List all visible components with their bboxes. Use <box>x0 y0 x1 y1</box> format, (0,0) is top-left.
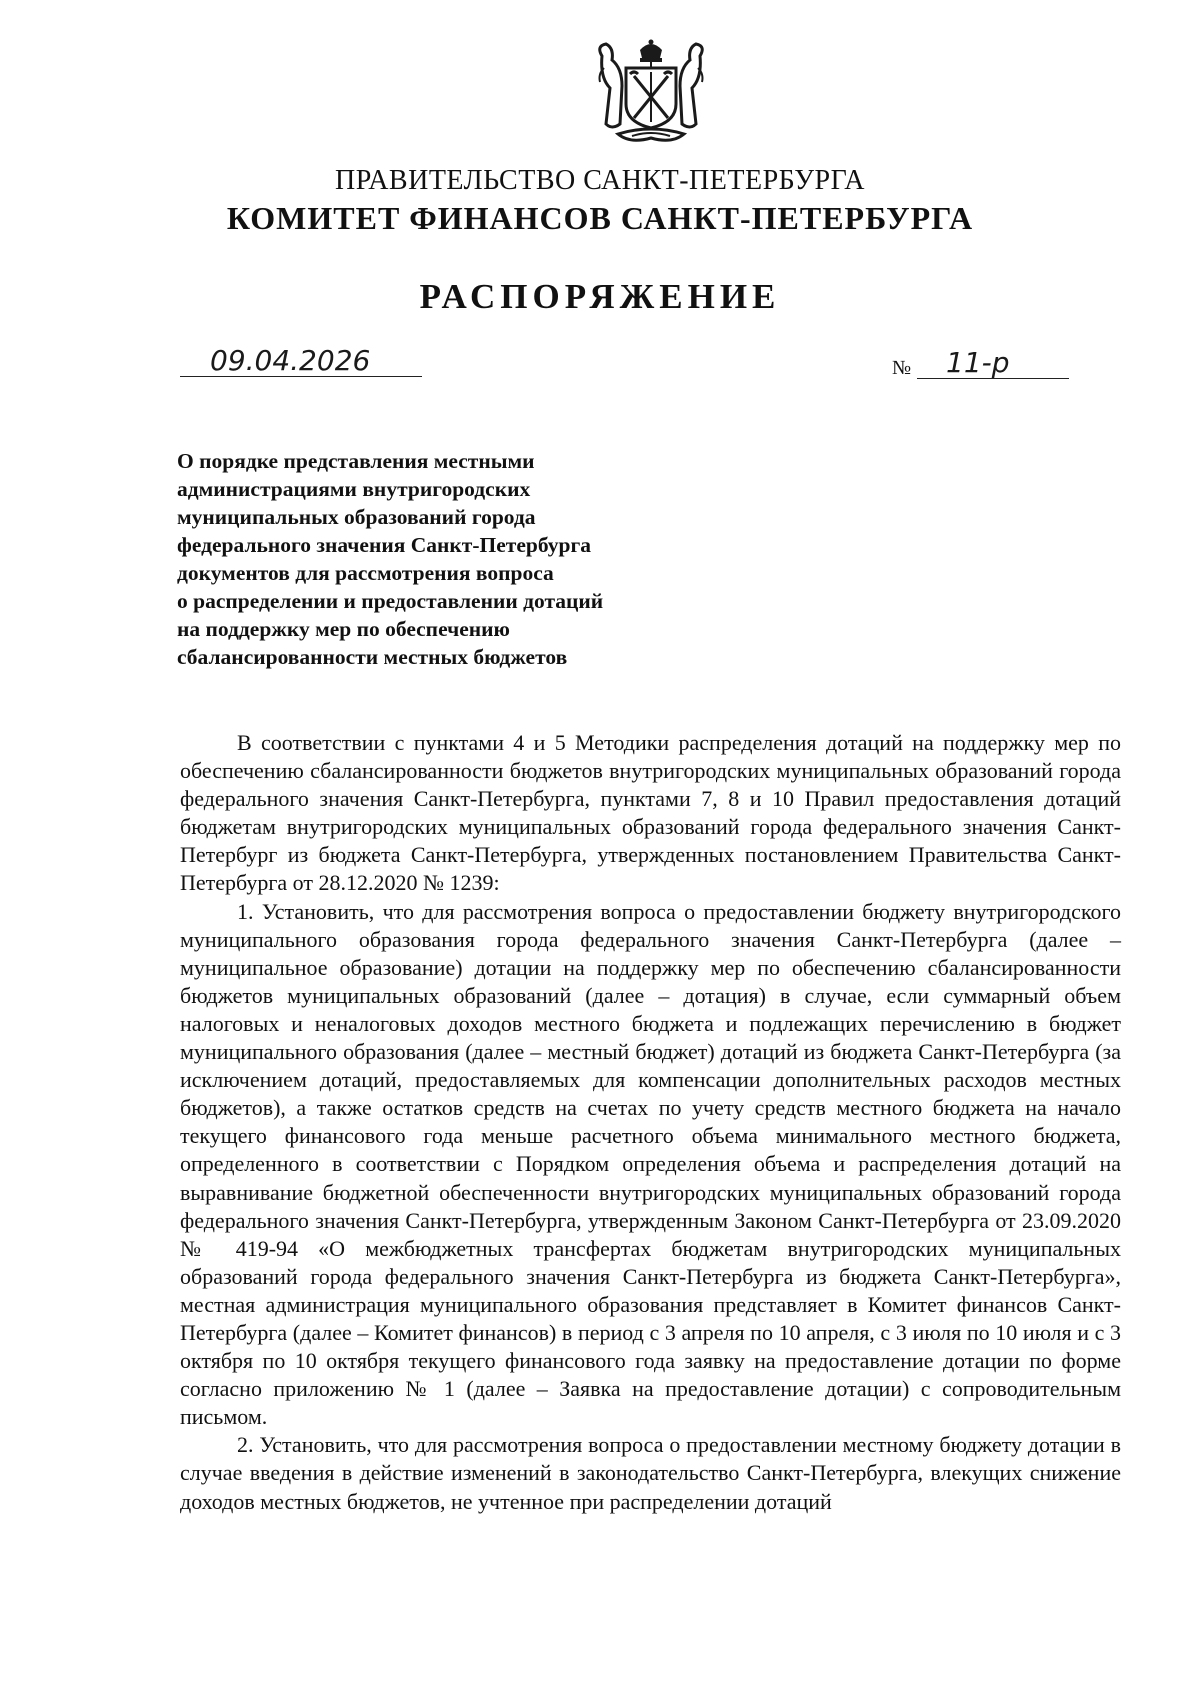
document-type-title: РАСПОРЯЖЕНИЕ <box>419 277 781 316</box>
saint-petersburg-coat-of-arms-icon <box>592 38 710 148</box>
committee-name: КОМИТЕТ ФИНАНСОВ САНКТ-ПЕТЕРБУРГА <box>226 200 974 236</box>
subject-line: сбалансированности местных бюджетов <box>177 645 568 669</box>
subject-line: администрациями внутригородских <box>177 477 531 501</box>
subject-line: документов для рассмотрения вопроса <box>177 561 554 585</box>
item-1-paragraph: 1. Установить, что для рассмотрения вопроса о предоставлении бюджету внутригородского муниципального образования города федерального значения Санкт-Петербурга (далее – муниципальное образование) дотации на поддержку мер по обеспечению сбалансированности бюджетов муниципальных образований (далее – дотация) в случае, если суммарный объем налоговых и неналоговых доходов местного бюджета и подлежащих перечислению в бюджет муниципального образования (далее – местный бюджет) дотаций из бюджета Санкт-Петербурга (за исключением дотаций, предоставляемых для компенсации дополнительных расходов местных бюджетов), а также остатков средств на счетах по учету средств местного бюджета на начало текущего финансового года меньше расчетного объема минимального местного бюджета, определенного в соответствии с Порядком определения объема и распределения дотаций на выравнивание бюджетной обеспеченности внутригородских муниципальных образований города федерального значения Санкт-Петербурга, утвержденным Законом Санкт-Петербурга от 23.09.2020 № 419-94 «О межбюджетных трансфертах бюджетам внутригородских муниципальных образований города федерального значения Санкт-Петербурга из бюджета Санкт-Петербурга», местная администрация муниципального образования представляет в Комитет финансов Санкт-Петербурга (далее – Комитет финансов) в период с 3 апреля по 10 апреля, с 3 июля по 10 июля и с 3 октября по 10 октября текущего финансового года заявку на предоставление дотации по форме согласно приложению № 1 (далее – Заявка на предоставление дотации) с сопроводительным письмом. <box>180 898 1121 1430</box>
number-sign: № <box>892 357 912 379</box>
document-date: 09.04.2026 <box>210 344 371 377</box>
subject-line: муниципальных образований города <box>177 505 536 529</box>
item-2-paragraph: 2. Установить, что для рассмотрения вопроса о предоставлении местному бюджету дотации в случае введения в действие изменений в законодательство Санкт-Петербурга, влекущих снижение доходов местных бюджетов, не учтенное при распределении дотаций <box>180 1432 1121 1514</box>
number-underline <box>917 378 1069 379</box>
document-subject <box>177 447 697 671</box>
subject-line: федерального значения Санкт-Петербурга <box>177 533 591 557</box>
date-underline <box>180 376 422 377</box>
document-body <box>180 729 1121 1516</box>
subject-line: О порядке представления местными <box>177 449 535 473</box>
subject-line: о распределении и предоставлении дотаций <box>177 589 604 613</box>
government-name: ПРАВИТЕЛЬСТВО САНКТ-ПЕТЕРБУРГА <box>335 165 865 196</box>
document-number: 11-р <box>946 346 1010 379</box>
preamble-paragraph: В соответствии с пунктами 4 и 5 Методики распределения дотаций на поддержку мер по обеспечению сбалансированности бюджетов внутригородских муниципальных образований города федерального значения Санкт-Петербурга, пунктами 7, 8 и 10 Правил предоставления дотаций бюджетам внутригородских муниципальных образований города федерального значения Санкт-Петербург из бюджета Санкт-Петербурга, утвержденных постановлением Правительства Санкт-Петербурга от 28.12.2020 № 1239: <box>180 730 1121 896</box>
subject-line: на поддержку мер по обеспечению <box>177 617 510 641</box>
